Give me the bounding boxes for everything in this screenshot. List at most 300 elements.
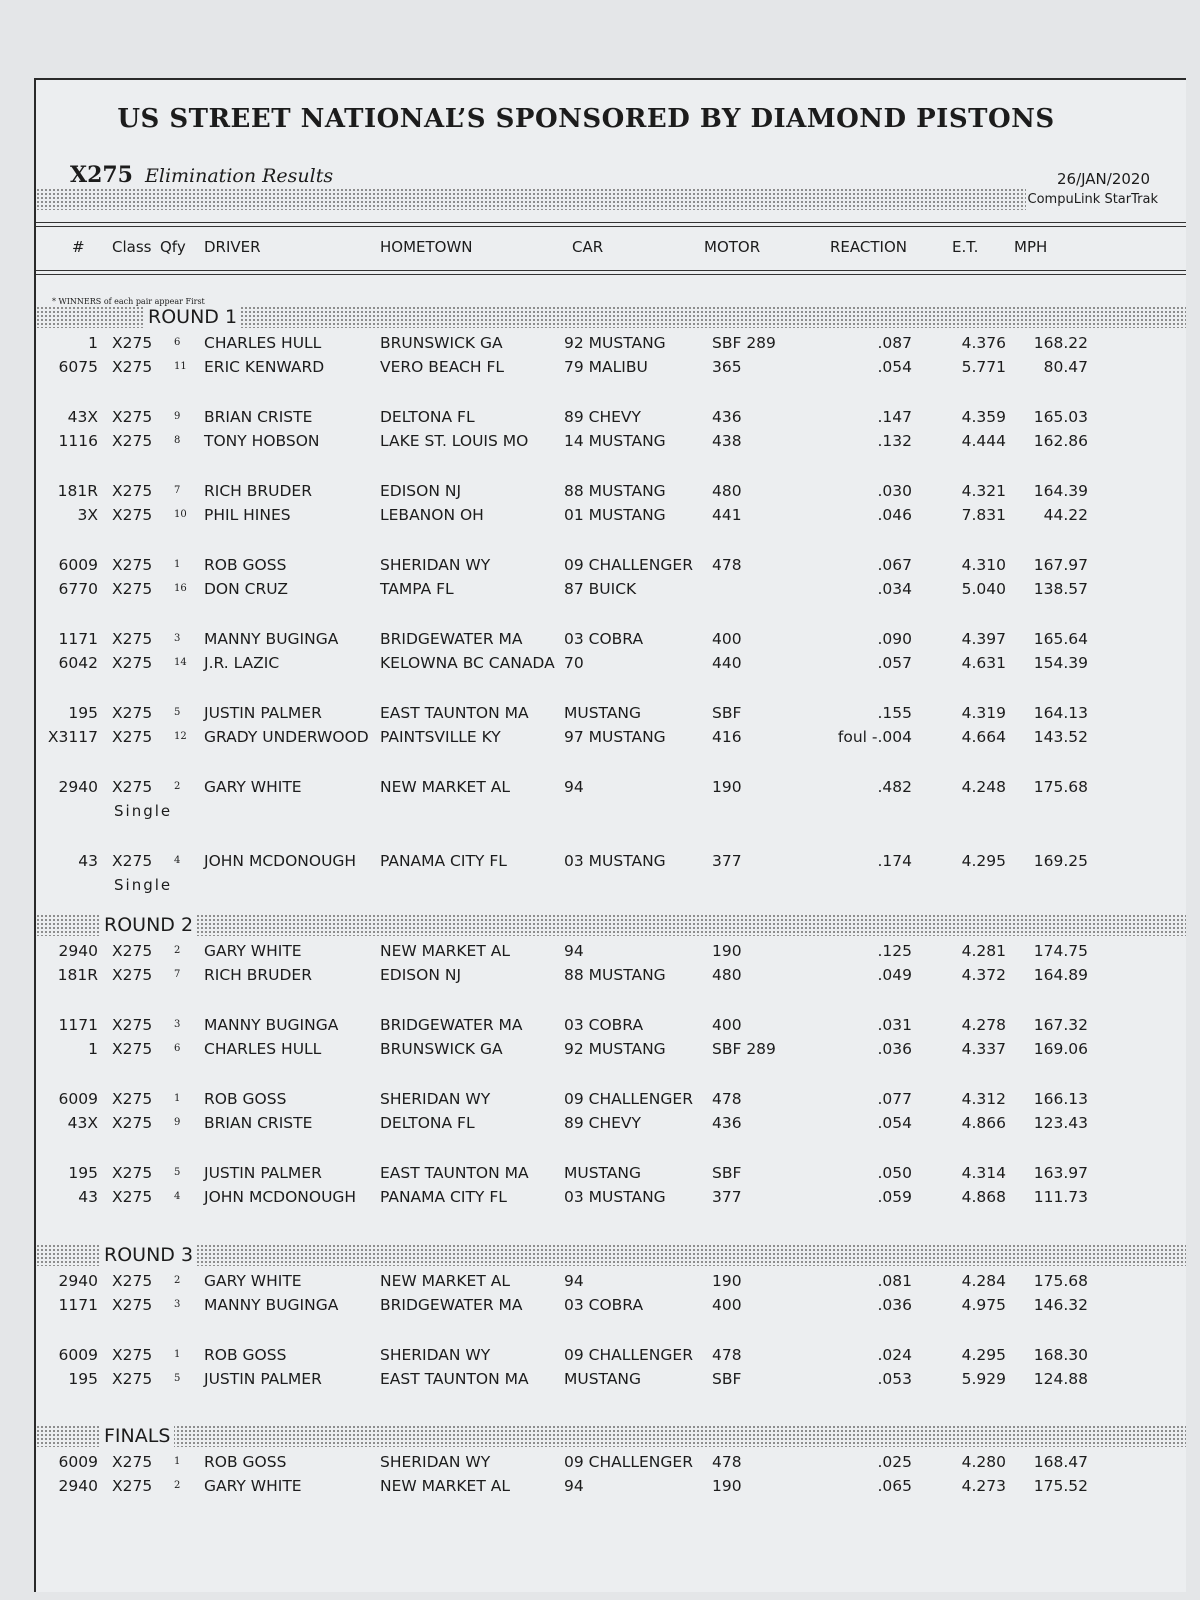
cell-driver: CHARLES HULL: [204, 1040, 322, 1058]
cell-mph: 166.13: [1033, 1090, 1088, 1108]
cell-hometown: DELTONA FL: [380, 1114, 475, 1132]
cell-mph: 143.52: [1033, 728, 1088, 746]
cell-motor: 400: [712, 1016, 742, 1034]
header-rule-top: [36, 222, 1186, 223]
cell-mph: 146.32: [1033, 1296, 1088, 1314]
cell-car: 01 MUSTANG: [564, 506, 666, 524]
cell-motor: 478: [712, 1346, 742, 1364]
result-row: [36, 332, 1186, 354]
cell-motor: SBF 289: [712, 1040, 776, 1058]
cell-driver: J.R. LAZIC: [204, 654, 280, 672]
cell-qfy: 2: [174, 1275, 181, 1286]
cell-hometown: KELOWNA BC CANADA: [380, 654, 555, 672]
cell-car: 03 MUSTANG: [564, 1188, 666, 1206]
cell-hometown: BRIDGEWATER MA: [380, 1296, 523, 1314]
cell-motor: 480: [712, 966, 742, 984]
cell-class: X275: [112, 654, 153, 672]
cell-et: 4.248: [961, 778, 1006, 796]
cell-mph: 44.22: [1043, 506, 1088, 524]
cell-class: X275: [112, 942, 153, 960]
cell-class: X275: [112, 580, 153, 598]
cell-num: X3117: [47, 728, 98, 746]
results-sheet: [34, 78, 1186, 1592]
cell-hometown: EDISON NJ: [380, 482, 462, 500]
cell-hometown: NEW MARKET AL: [380, 1477, 510, 1495]
dotted-banner: [36, 188, 1026, 210]
result-row: [36, 1475, 1186, 1497]
result-row: [36, 554, 1186, 576]
cell-et: 4.975: [961, 1296, 1006, 1314]
cell-motor: 436: [712, 1114, 742, 1132]
cell-mph: 163.97: [1033, 1164, 1088, 1182]
cell-motor: 478: [712, 1090, 742, 1108]
cell-driver: ROB GOSS: [204, 1090, 287, 1108]
cell-car: 92 MUSTANG: [564, 1040, 666, 1058]
cell-et: 4.337: [961, 1040, 1006, 1058]
col-driver: DRIVER: [204, 238, 261, 256]
col-mph: MPH: [1014, 238, 1048, 256]
col-reaction: REACTION: [830, 238, 907, 256]
cell-class: X275: [112, 1453, 153, 1471]
cell-hometown: NEW MARKET AL: [380, 1272, 510, 1290]
cell-num: 1171: [58, 1296, 98, 1314]
cell-driver: GARY WHITE: [204, 1272, 302, 1290]
cell-et: 4.359: [961, 408, 1006, 426]
col-num: #: [72, 238, 85, 256]
cell-num: 181R: [57, 482, 98, 500]
cell-mph: 167.97: [1033, 556, 1088, 574]
cell-reaction: .031: [877, 1016, 912, 1034]
cell-num: 2940: [58, 1477, 98, 1495]
cell-et: 4.866: [961, 1114, 1006, 1132]
cell-class: X275: [112, 482, 153, 500]
cell-driver: JUSTIN PALMER: [204, 1164, 322, 1182]
header-rule-bottom: [36, 270, 1186, 271]
section-label: ROUND 3: [100, 1244, 197, 1266]
vendor-label: CompuLink StarTrak: [1027, 192, 1158, 207]
cell-hometown: BRUNSWICK GA: [380, 1040, 503, 1058]
cell-mph: 124.88: [1033, 1370, 1088, 1388]
cell-class: X275: [112, 1272, 153, 1290]
cell-class: X275: [112, 506, 153, 524]
cell-mph: 168.30: [1033, 1346, 1088, 1364]
cell-driver: ERIC KENWARD: [204, 358, 325, 376]
cell-num: 195: [68, 704, 98, 722]
cell-motor: 377: [712, 1188, 742, 1206]
cell-mph: 175.68: [1033, 778, 1088, 796]
cell-reaction: .036: [877, 1296, 912, 1314]
cell-hometown: SHERIDAN WY: [380, 1090, 491, 1108]
cell-et: 4.372: [961, 966, 1006, 984]
cell-car: 88 MUSTANG: [564, 966, 666, 984]
cell-mph: 169.25: [1033, 852, 1088, 870]
col-motor: MOTOR: [704, 238, 761, 256]
cell-class: X275: [112, 1296, 153, 1314]
cell-car: 09 CHALLENGER: [564, 556, 693, 574]
result-row: [36, 480, 1186, 502]
cell-qfy: 3: [174, 1019, 181, 1030]
cell-hometown: SHERIDAN WY: [380, 1453, 491, 1471]
cell-mph: 165.64: [1033, 630, 1088, 648]
cell-qfy: 12: [174, 731, 187, 742]
cell-car: 88 MUSTANG: [564, 482, 666, 500]
result-row: [36, 628, 1186, 650]
col-qfy: Qfy: [160, 238, 186, 256]
cell-class: X275: [112, 704, 153, 722]
cell-motor: 436: [712, 408, 742, 426]
cell-reaction: .482: [877, 778, 912, 796]
cell-hometown: EDISON NJ: [380, 966, 462, 984]
cell-hometown: BRUNSWICK GA: [380, 334, 503, 352]
col-class: Class: [112, 238, 152, 256]
cell-mph: 111.73: [1033, 1188, 1088, 1206]
cell-qfy: 5: [174, 707, 181, 718]
cell-qfy: 2: [174, 1480, 181, 1491]
cell-num: 43: [78, 852, 98, 870]
cell-driver: DON CRUZ: [204, 580, 288, 598]
cell-et: 4.312: [961, 1090, 1006, 1108]
cell-motor: 365: [712, 358, 742, 376]
cell-mph: 162.86: [1033, 432, 1088, 450]
cell-driver: JUSTIN PALMER: [204, 1370, 322, 1388]
cell-class: X275: [112, 556, 153, 574]
cell-driver: GRADY UNDERWOOD: [204, 728, 369, 746]
cell-et: 4.278: [961, 1016, 1006, 1034]
cell-reaction: .046: [877, 506, 912, 524]
result-row: [36, 1088, 1186, 1110]
cell-class: X275: [112, 432, 153, 450]
cell-qfy: 1: [174, 1456, 181, 1467]
cell-reaction: .174: [877, 852, 912, 870]
cell-car: 03 COBRA: [564, 1296, 644, 1314]
cell-car: MUSTANG: [564, 1164, 642, 1182]
cell-qfy: 11: [174, 361, 187, 372]
cell-reaction: .053: [877, 1370, 912, 1388]
cell-class: X275: [112, 358, 153, 376]
cell-qfy: 3: [174, 633, 181, 644]
cell-reaction: .036: [877, 1040, 912, 1058]
result-row: [36, 940, 1186, 962]
subtitle-label: Elimination Results: [145, 165, 334, 187]
cell-et: 4.376: [961, 334, 1006, 352]
cell-reaction: .025: [877, 1453, 912, 1471]
cell-class: X275: [112, 1477, 153, 1495]
cell-num: 195: [68, 1164, 98, 1182]
cell-hometown: SHERIDAN WY: [380, 1346, 491, 1364]
cell-num: 1: [88, 334, 98, 352]
cell-class: X275: [112, 852, 153, 870]
result-row: [36, 1014, 1186, 1036]
cell-hometown: SHERIDAN WY: [380, 556, 491, 574]
cell-mph: 138.57: [1033, 580, 1088, 598]
cell-class: X275: [112, 1164, 153, 1182]
cell-qfy: 9: [174, 1117, 181, 1128]
cell-motor: 478: [712, 1453, 742, 1471]
cell-qfy: 5: [174, 1167, 181, 1178]
cell-class: X275: [112, 334, 153, 352]
cell-reaction: .125: [877, 942, 912, 960]
result-row: [36, 1294, 1186, 1316]
cell-qfy: 9: [174, 411, 181, 422]
cell-reaction: .065: [877, 1477, 912, 1495]
cell-driver: GARY WHITE: [204, 942, 302, 960]
cell-car: 09 CHALLENGER: [564, 1346, 693, 1364]
cell-hometown: VERO BEACH FL: [380, 358, 505, 376]
cell-qfy: 16: [174, 583, 187, 594]
cell-qfy: 2: [174, 945, 181, 956]
cell-hometown: PAINTSVILLE KY: [380, 728, 501, 746]
cell-reaction: .077: [877, 1090, 912, 1108]
result-row: [36, 504, 1186, 526]
cell-et: 4.397: [961, 630, 1006, 648]
result-row: [36, 578, 1186, 600]
cell-mph: 168.22: [1033, 334, 1088, 352]
cell-car: 03 MUSTANG: [564, 852, 666, 870]
cell-car: 03 COBRA: [564, 630, 644, 648]
cell-hometown: DELTONA FL: [380, 408, 475, 426]
cell-motor: 190: [712, 778, 742, 796]
cell-car: 87 BUICK: [564, 580, 637, 598]
cell-qfy: 1: [174, 1093, 181, 1104]
cell-class: X275: [112, 408, 153, 426]
cell-motor: 400: [712, 1296, 742, 1314]
cell-driver: CHARLES HULL: [204, 334, 322, 352]
cell-et: 4.664: [961, 728, 1006, 746]
cell-reaction: .024: [877, 1346, 912, 1364]
cell-mph: 167.32: [1033, 1016, 1088, 1034]
winners-note: * WINNERS of each pair appear First: [52, 297, 205, 306]
cell-et: 4.281: [961, 942, 1006, 960]
cell-hometown: LAKE ST. LOUIS MO: [380, 432, 529, 450]
cell-num: 2940: [58, 1272, 98, 1290]
result-row: [36, 1112, 1186, 1134]
single-label: Single: [114, 802, 173, 820]
cell-qfy: 7: [174, 485, 181, 496]
cell-et: 4.284: [961, 1272, 1006, 1290]
cell-et: 5.929: [961, 1370, 1006, 1388]
cell-reaction: foul -.004: [837, 728, 912, 746]
cell-driver: JUSTIN PALMER: [204, 704, 322, 722]
cell-driver: BRIAN CRISTE: [204, 408, 313, 426]
cell-qfy: 14: [174, 657, 187, 668]
cell-num: 6009: [58, 1090, 98, 1108]
cell-qfy: 3: [174, 1299, 181, 1310]
section-header: [36, 306, 1186, 328]
cell-car: 94: [564, 1477, 584, 1495]
col-et: E.T.: [952, 238, 979, 256]
cell-num: 6075: [58, 358, 98, 376]
cell-qfy: 1: [174, 559, 181, 570]
cell-motor: 377: [712, 852, 742, 870]
result-row: [36, 652, 1186, 674]
cell-driver: BRIAN CRISTE: [204, 1114, 313, 1132]
result-row: [36, 356, 1186, 378]
single-run-row: [36, 874, 1186, 896]
cell-mph: 175.68: [1033, 1272, 1088, 1290]
cell-driver: ROB GOSS: [204, 1346, 287, 1364]
cell-class: X275: [112, 1188, 153, 1206]
cell-et: 4.444: [961, 432, 1006, 450]
cell-driver: PHIL HINES: [204, 506, 291, 524]
cell-driver: JOHN MCDONOUGH: [204, 852, 357, 870]
cell-reaction: .081: [877, 1272, 912, 1290]
cell-mph: 164.89: [1033, 966, 1088, 984]
cell-driver: MANNY BUGINGA: [204, 1296, 339, 1314]
cell-reaction: .155: [877, 704, 912, 722]
event-date: 26/JAN/2020: [1056, 170, 1150, 188]
cell-driver: RICH BRUDER: [204, 482, 312, 500]
cell-motor: 480: [712, 482, 742, 500]
cell-car: 70: [564, 654, 584, 672]
cell-motor: 190: [712, 1477, 742, 1495]
result-row: [36, 1270, 1186, 1292]
cell-et: 4.321: [961, 482, 1006, 500]
cell-reaction: .034: [877, 580, 912, 598]
section-header: [36, 1244, 1186, 1266]
cell-car: 97 MUSTANG: [564, 728, 666, 746]
cell-hometown: BRIDGEWATER MA: [380, 1016, 523, 1034]
cell-num: 1116: [58, 432, 98, 450]
cell-num: 1171: [58, 630, 98, 648]
cell-class: X275: [112, 1370, 153, 1388]
subtitle: [70, 162, 333, 188]
cell-car: 94: [564, 778, 584, 796]
cell-num: 43X: [67, 408, 98, 426]
cell-reaction: .054: [877, 1114, 912, 1132]
cell-car: 89 CHEVY: [564, 408, 641, 426]
cell-num: 43X: [67, 1114, 98, 1132]
cell-motor: SBF: [712, 1164, 742, 1182]
cell-reaction: .050: [877, 1164, 912, 1182]
cell-motor: 416: [712, 728, 742, 746]
cell-class: X275: [112, 1016, 153, 1034]
cell-driver: GARY WHITE: [204, 778, 302, 796]
cell-car: 03 COBRA: [564, 1016, 644, 1034]
cell-reaction: .030: [877, 482, 912, 500]
cell-mph: 80.47: [1043, 358, 1088, 376]
cell-mph: 164.39: [1033, 482, 1088, 500]
cell-car: 14 MUSTANG: [564, 432, 666, 450]
cell-motor: 441: [712, 506, 742, 524]
result-row: [36, 406, 1186, 428]
cell-motor: 478: [712, 556, 742, 574]
single-run-row: [36, 800, 1186, 822]
cell-et: 4.273: [961, 1477, 1006, 1495]
cell-num: 6009: [58, 556, 98, 574]
cell-class: X275: [112, 1090, 153, 1108]
result-row: [36, 702, 1186, 724]
cell-hometown: BRIDGEWATER MA: [380, 630, 523, 648]
cell-num: 6042: [58, 654, 98, 672]
cell-motor: SBF: [712, 704, 742, 722]
cell-qfy: 4: [174, 1191, 181, 1202]
cell-mph: 123.43: [1033, 1114, 1088, 1132]
cell-num: 2940: [58, 778, 98, 796]
cell-motor: 400: [712, 630, 742, 648]
cell-class: X275: [112, 1040, 153, 1058]
cell-motor: 440: [712, 654, 742, 672]
cell-driver: JOHN MCDONOUGH: [204, 1188, 357, 1206]
cell-qfy: 4: [174, 855, 181, 866]
cell-mph: 174.75: [1033, 942, 1088, 960]
cell-qfy: 5: [174, 1373, 181, 1384]
cell-class: X275: [112, 1346, 153, 1364]
cell-driver: TONY HOBSON: [204, 432, 320, 450]
cell-car: 94: [564, 942, 584, 960]
result-row: [36, 1344, 1186, 1366]
cell-reaction: .059: [877, 1188, 912, 1206]
cell-car: 94: [564, 1272, 584, 1290]
cell-motor: 190: [712, 942, 742, 960]
cell-hometown: EAST TAUNTON MA: [380, 1370, 529, 1388]
cell-hometown: NEW MARKET AL: [380, 778, 510, 796]
result-row: [36, 1162, 1186, 1184]
cell-reaction: .147: [877, 408, 912, 426]
cell-mph: 168.47: [1033, 1453, 1088, 1471]
cell-reaction: .090: [877, 630, 912, 648]
cell-qfy: 10: [174, 509, 187, 520]
cell-num: 181R: [57, 966, 98, 984]
cell-car: 09 CHALLENGER: [564, 1453, 693, 1471]
cell-hometown: EAST TAUNTON MA: [380, 1164, 529, 1182]
cell-car: MUSTANG: [564, 1370, 642, 1388]
result-row: [36, 726, 1186, 748]
cell-qfy: 1: [174, 1349, 181, 1360]
result-row: [36, 1038, 1186, 1060]
header-rule-top-2: [36, 226, 1186, 227]
cell-driver: MANNY BUGINGA: [204, 1016, 339, 1034]
cell-driver: ROB GOSS: [204, 556, 287, 574]
cell-motor: 190: [712, 1272, 742, 1290]
cell-qfy: 2: [174, 781, 181, 792]
section-label: ROUND 1: [144, 306, 241, 328]
cell-driver: RICH BRUDER: [204, 966, 312, 984]
cell-hometown: TAMPA FL: [380, 580, 454, 598]
cell-car: 09 CHALLENGER: [564, 1090, 693, 1108]
result-row: [36, 1368, 1186, 1390]
cell-reaction: .087: [877, 334, 912, 352]
cell-hometown: PANAMA CITY FL: [380, 852, 507, 870]
cell-num: 6770: [58, 580, 98, 598]
cell-num: 1: [88, 1040, 98, 1058]
cell-et: 4.295: [961, 1346, 1006, 1364]
cell-motor: 438: [712, 432, 742, 450]
result-row: [36, 776, 1186, 798]
cell-driver: GARY WHITE: [204, 1477, 302, 1495]
cell-qfy: 8: [174, 435, 181, 446]
cell-num: 3X: [77, 506, 98, 524]
cell-et: 7.831: [961, 506, 1006, 524]
cell-reaction: .067: [877, 556, 912, 574]
cell-hometown: NEW MARKET AL: [380, 942, 510, 960]
cell-hometown: EAST TAUNTON MA: [380, 704, 529, 722]
cell-et: 4.314: [961, 1164, 1006, 1182]
cell-et: 4.868: [961, 1188, 1006, 1206]
section-header: [36, 1425, 1186, 1447]
cell-mph: 154.39: [1033, 654, 1088, 672]
cell-reaction: .049: [877, 966, 912, 984]
cell-class: X275: [112, 728, 153, 746]
cell-num: 6009: [58, 1453, 98, 1471]
cell-et: 4.295: [961, 852, 1006, 870]
cell-driver: MANNY BUGINGA: [204, 630, 339, 648]
cell-qfy: 6: [174, 337, 181, 348]
single-label: Single: [114, 876, 173, 894]
cell-num: 43: [78, 1188, 98, 1206]
result-row: [36, 1186, 1186, 1208]
cell-mph: 169.06: [1033, 1040, 1088, 1058]
section-label: ROUND 2: [100, 914, 197, 936]
